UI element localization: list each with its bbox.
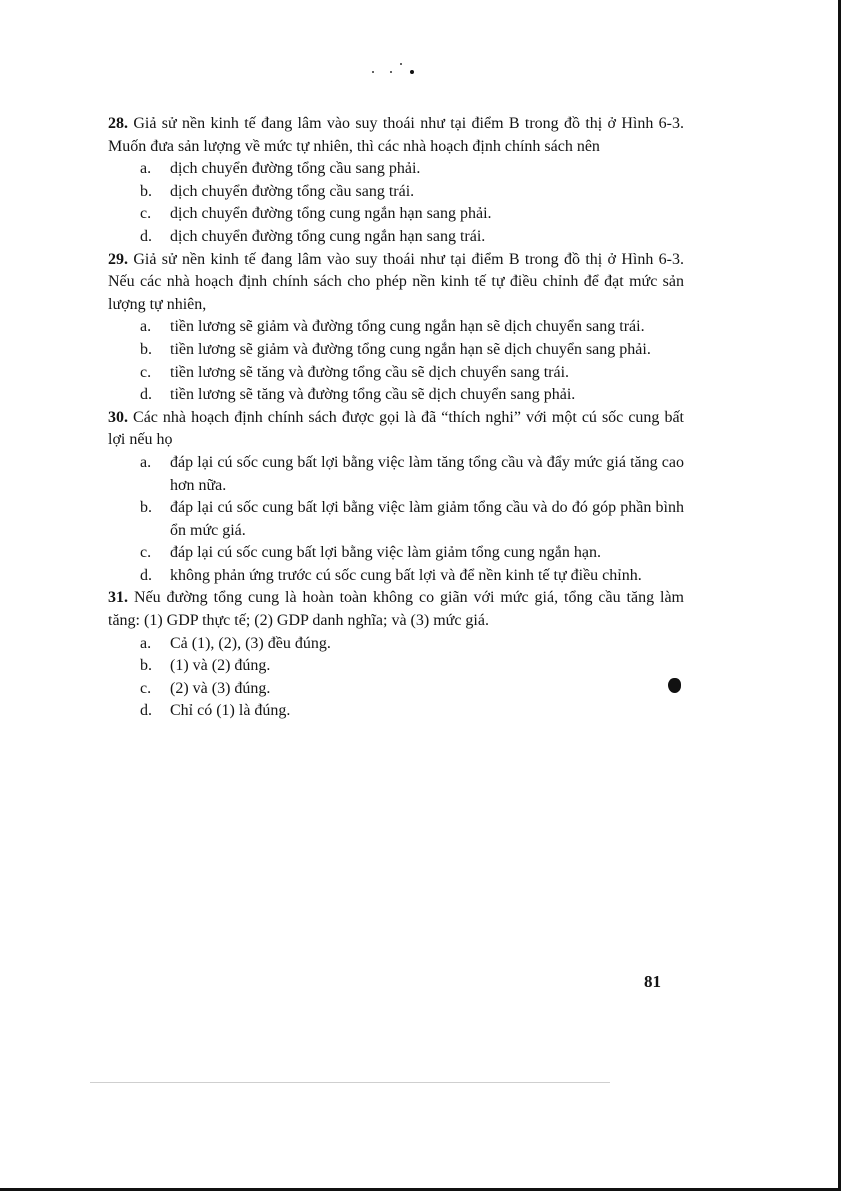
question-30: [108, 407, 684, 588]
option-text: dịch chuyển đường tổng cung ngắn hạn sang phải.: [170, 205, 492, 223]
option-a: [108, 158, 684, 181]
option-d: [108, 226, 684, 249]
option-text: đáp lại cú sốc cung bất lợi bằng việc làm tăng tổng cầu và đẩy mức giá tăng cao hơn nữa.: [170, 453, 684, 494]
option-letter: a.: [140, 453, 152, 471]
option-a: [108, 316, 684, 339]
option-d: [108, 700, 684, 723]
option-b: [108, 497, 684, 542]
scan-specks: [370, 62, 430, 76]
option-b: [108, 181, 684, 204]
question-number: 28.: [108, 115, 128, 132]
option-b: [108, 339, 684, 362]
question-31: [108, 587, 684, 723]
option-a: [108, 452, 684, 497]
question-stem: [108, 407, 684, 452]
option-letter: d.: [140, 386, 152, 404]
option-letter: b.: [140, 182, 152, 200]
option-letter: c.: [140, 205, 152, 223]
question-28: [108, 113, 684, 249]
option-letter: c.: [140, 679, 152, 697]
option-letter: b.: [140, 340, 152, 358]
question-number: 29.: [108, 250, 128, 268]
footer-rule: [90, 1082, 610, 1083]
question-list: [108, 113, 684, 723]
option-text: đáp lại cú sốc cung bất lợi bằng việc làm giảm tổng cung ngắn hạn.: [170, 544, 602, 562]
question-text: Nếu đường tổng cung là hoàn toàn không co giãn với mức giá, tổng cầu tăng làm tăng: (1) GDP thực tế; (2) GDP danh nghĩa; và (3) mức giá.: [108, 589, 685, 630]
option-text: tiền lương sẽ giảm và đường tổng cung ngắn hạn sẽ dịch chuyển sang trái.: [170, 318, 645, 336]
option-letter: a.: [140, 160, 152, 178]
option-letter: a.: [140, 634, 152, 652]
option-text: dịch chuyển đường tổng cầu sang trái.: [170, 182, 415, 200]
question-text: Các nhà hoạch định chính sách được gọi là đã “thích nghi” với một cú sốc cung bất lợi nếu họ: [108, 408, 684, 449]
option-text: (1) và (2) đúng.: [170, 657, 271, 675]
option-text: không phản ứng trước cú sốc cung bất lợi và để nền kinh tế tự điều chỉnh.: [170, 566, 642, 584]
option-text: tiền lương sẽ tăng và đường tổng cầu sẽ dịch chuyển sang phải.: [170, 386, 576, 404]
option-text: đáp lại cú sốc cung bất lợi bằng việc làm giảm tổng cầu và do đó góp phần bình ổn mức giá.: [170, 499, 684, 539]
option-letter: a.: [140, 318, 152, 336]
option-letter: d.: [140, 566, 152, 584]
question-stem: [108, 249, 684, 317]
option-a: [108, 633, 684, 656]
option-text: dịch chuyển đường tổng cầu sang phải.: [170, 160, 421, 178]
option-text: Chỉ có (1) là đúng.: [170, 702, 291, 720]
question-29: [108, 249, 684, 407]
option-c: [108, 203, 684, 226]
option-text: tiền lương sẽ tăng và đường tổng cầu sẽ dịch chuyển sang trái.: [170, 363, 570, 381]
option-letter: d.: [140, 227, 152, 245]
page-number: 81: [644, 972, 661, 991]
question-number: 31.: [108, 589, 128, 607]
option-letter: c.: [140, 544, 152, 562]
option-letter: b.: [140, 499, 152, 517]
question-stem: [108, 113, 684, 158]
ink-blot: [668, 678, 681, 693]
question-stem: [108, 587, 684, 632]
option-text: (2) và (3) đúng.: [170, 679, 271, 697]
question-text: Giả sử nền kinh tế đang lâm vào suy thoái như tại điểm B trong đồ thị ở Hình 6-3. Nếu các nhà hoạch định chính sách cho phép nền kinh tế tự điều chỉnh để đạt mức sản lượng tự nhiên,: [108, 250, 685, 313]
option-letter: b.: [140, 657, 152, 675]
question-text: Giả sử nền kinh tế đang lâm vào suy thoái như tại điểm B trong đồ thị ở Hình 6-3. Muốn đưa sản lượng về mức tự nhiên, thì các nhà hoạch định chính sách nên: [108, 115, 685, 155]
option-letter: c.: [140, 363, 152, 381]
question-number: 30.: [108, 408, 128, 426]
option-text: tiền lương sẽ giảm và đường tổng cung ngắn hạn sẽ dịch chuyển sang phải.: [170, 340, 651, 358]
option-c: [108, 362, 684, 385]
option-d: [108, 384, 684, 407]
option-c: [108, 542, 684, 565]
option-letter: d.: [140, 702, 152, 720]
option-c: [108, 678, 684, 701]
option-d: [108, 565, 684, 588]
option-text: Cả (1), (2), (3) đều đúng.: [170, 634, 331, 652]
option-text: dịch chuyển đường tổng cung ngắn hạn sang trái.: [170, 227, 486, 245]
option-b: [108, 655, 684, 678]
